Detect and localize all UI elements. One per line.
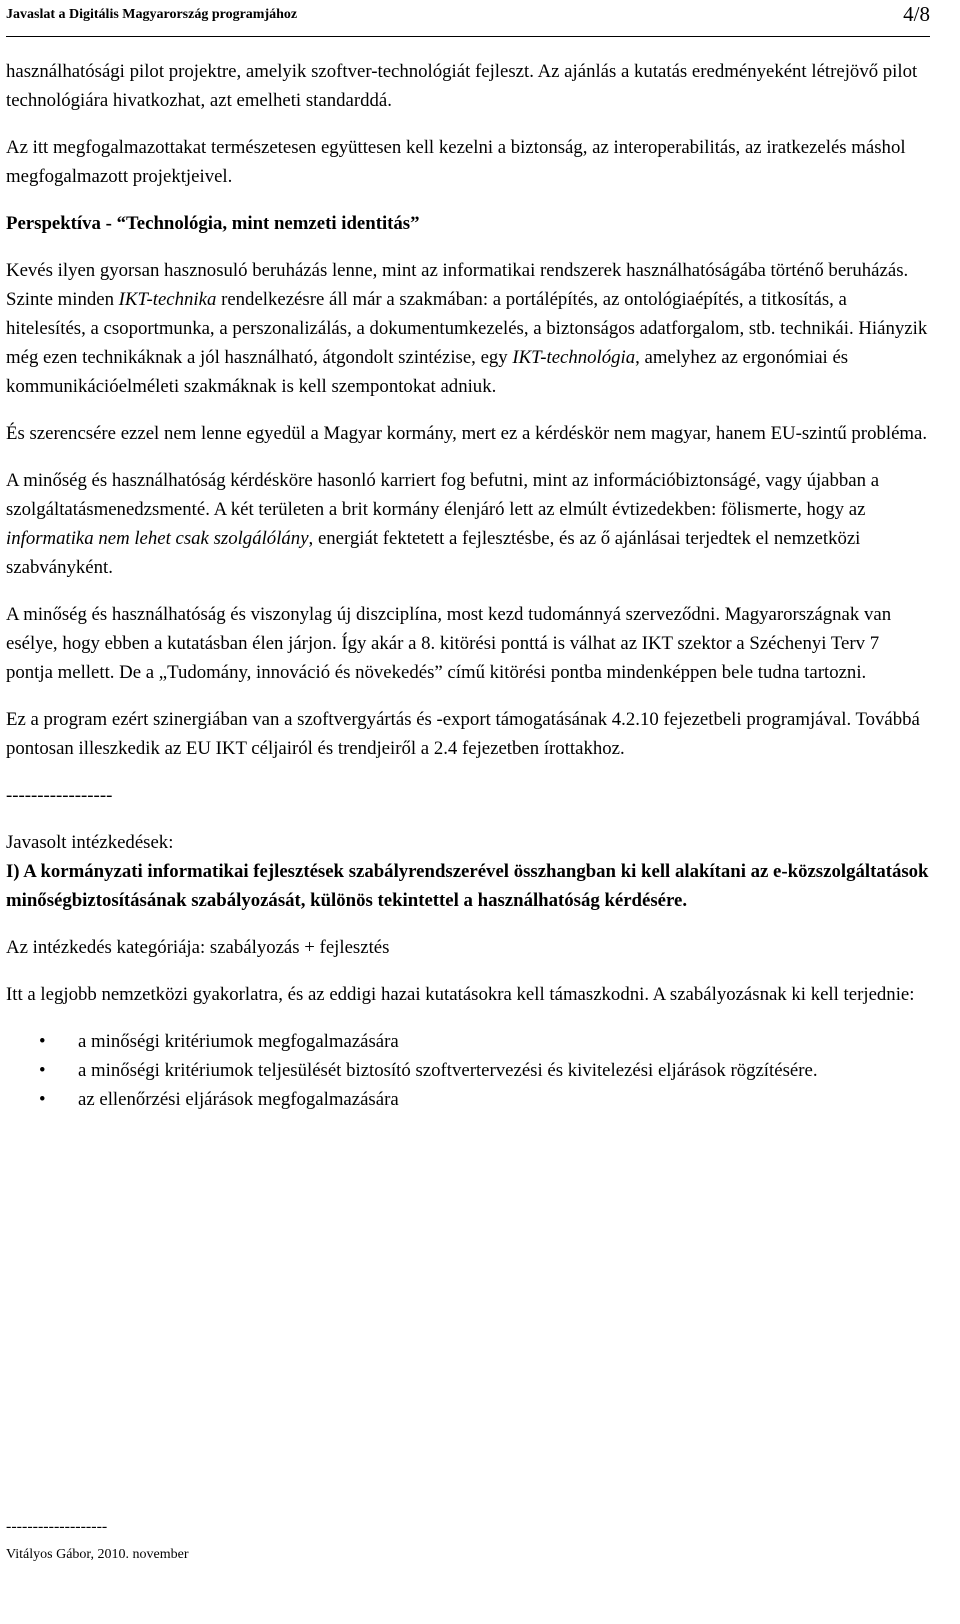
footer-separator: ------------------- [6, 1518, 108, 1535]
bullet-icon: • [39, 1031, 46, 1052]
text-run: Kevés ilyen gyorsan hasznosuló beruházás lenne, mint az informatikai rendszerek használhatóságába történő beruházás. Szinte minden [6, 260, 909, 310]
text-run: , energiát fektetett a fejlesztésbe, és az ő ajánlásai terjedtek el nemzetközi szabványként. [6, 528, 861, 578]
document-body [6, 57, 930, 1114]
italic-phrase: informatika nem lehet csak szolgálólány [6, 528, 309, 549]
list-item [6, 1056, 930, 1085]
bullet-icon: • [39, 1060, 46, 1081]
page-header [6, 0, 930, 37]
text-run: rendelkezésre áll már a szakmában: a portálépítés, az ontológiaépítés, a titkosítás, a hitelesítés, a csoportmunka, a perszonalizálás, a dokumentumkezelés, a biztonságos adatforgalom, stb. technikái. Hiányzik még ezen technikáknak a jól használható, átgondolt szintézise, egy [6, 289, 928, 368]
text-run: A minőség és használhatóság kérdésköre hasonló karriert fog befutni, mint az információbiztonságé, vagy újabban a szolgáltatásmenedzsmenté. A két területen a brit kormány élenjáró lett az elmúlt évtizedekben: fölismerte, hogy az [6, 470, 880, 520]
section-heading: Perspektíva - “Technológia, mint nemzeti identitás” [6, 213, 420, 234]
bullet-icon: • [39, 1089, 46, 1110]
italic-term: IKT-technológia [512, 347, 636, 368]
paragraph-pilot: használhatósági pilot projektre, amelyik szoftver-technológiát fejleszt. Az ajánlás a kutatás eredményeként létrejövő pilot technológiára hivatkozhat, azt emelheti standarddá. [6, 61, 918, 111]
measure-title: I) A kormányzati informatikai fejlesztések szabályrendszerével összhangban ki kell alakítani az e-közszolgáltatások minőségbiztosításának szabályozását, különös tekintettel a használhatóság kérdésére. [6, 861, 929, 911]
list-item-text: a minőségi kritériumok megfogalmazására [78, 1031, 399, 1052]
paragraph-eu-level: És szerencsére ezzel nem lenne egyedül a Magyar kormány, mert ez a kérdéskör nem magyar, hanem EU-szintű probléma. [6, 423, 928, 444]
text-run: , amelyhez az ergonómiai és kommunikációelméleti szakmáknak is kell szempontokat adniuk. [6, 347, 849, 397]
page-footer: Vitályos Gábor, 2010. november [6, 1547, 189, 1562]
measure-category: Az intézkedés kategóriája: szabályozás + fejlesztés [6, 937, 390, 958]
list-item-text: az ellenőrzési eljárások megfogalmazására [78, 1089, 399, 1110]
paragraph-interoperability: Az itt megfogalmazottakat természetesen együttesen kell kezelni a biztonság, az interoperabilitás, az iratkezelés máshol megfogalmazott projektjeivel. [6, 137, 906, 187]
separator-line: ----------------- [6, 785, 113, 806]
paragraph-british-example [6, 466, 930, 582]
italic-term: IKT-technika [118, 289, 217, 310]
list-item [6, 1027, 930, 1056]
paragraph-discipline: A minőség és használhatóság és viszonylag új diszciplína, most kezd tudománnyá szerveződni. Magyarországnak van esélye, hogy ebben a kutatásban élen járjon. Így akár a 8. kitörési ponttá is válhat az IKT szektor a Széchenyi Terv 7 pontja mellett. De a „Tudomány, innováció és növekedés” című kitörési pontba mindenképpen bele tudna tartozni. [6, 604, 892, 683]
bullet-list [6, 1027, 930, 1114]
measures-label: Javasolt intézkedések: [6, 832, 174, 853]
document-title: Javaslat a Digitális Magyarország programjához [6, 7, 298, 22]
paragraph-regulation: Itt a legjobb nemzetközi gyakorlatra, és az eddigi hazai kutatásokra kell támaszkodni. A szabályozásnak ki kell terjednie: [6, 984, 915, 1005]
paragraph-investment [6, 256, 930, 401]
list-item-text: a minőségi kritériumok teljesülését biztosító szoftvertervezési és kivitelezési eljárások rögzítésére. [78, 1060, 818, 1081]
page-number: 4/8 [903, 2, 930, 26]
paragraph-synergy: Ez a program ezért szinergiában van a szoftvergyártás és -export támogatásának 4.2.10 fejezetbeli programjával. Továbbá pontosan illeszkedik az EU IKT céljairól és trendjeiről a 2.4 fejezetben írottakhoz. [6, 709, 920, 759]
list-item [6, 1085, 930, 1114]
